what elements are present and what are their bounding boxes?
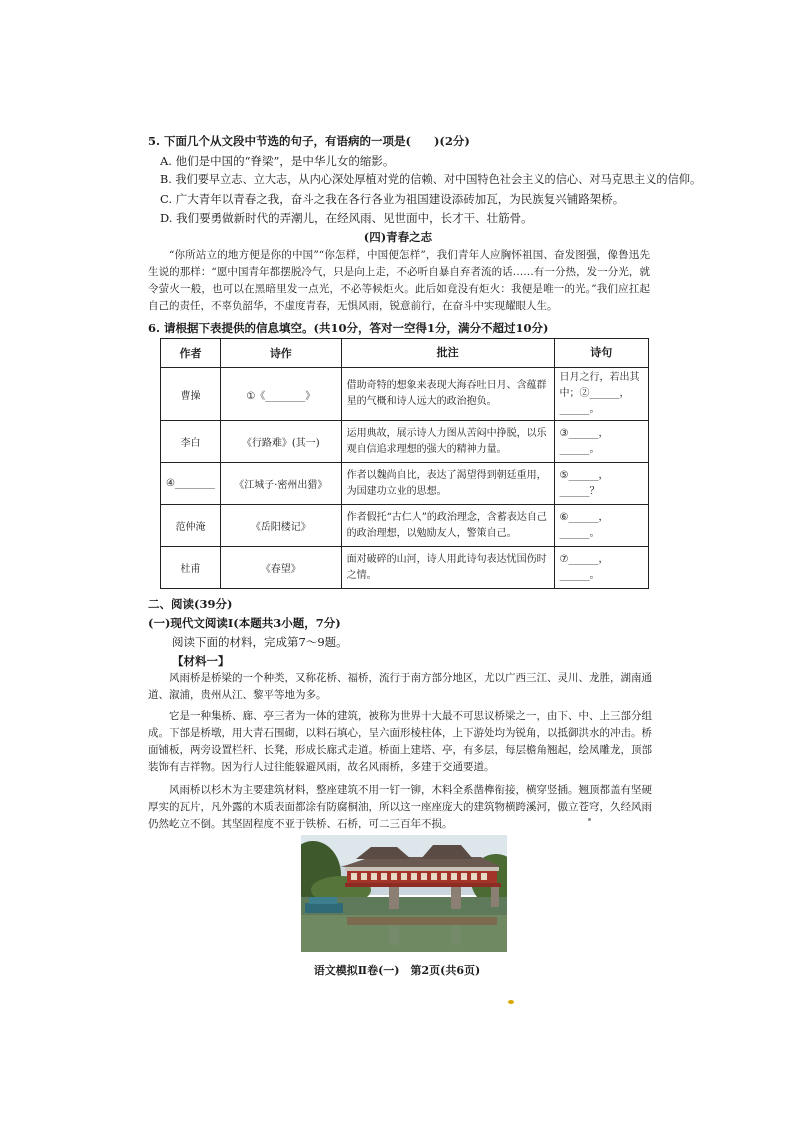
cell-author: ④________: [161, 463, 221, 505]
q5-option-d: D. 我们要勇做新时代的弄潮儿，在经风雨、见世面中，长才干、壮筋骨。: [160, 211, 533, 225]
table-row: [161, 505, 649, 547]
material-paragraph-3: 风雨桥以杉木为主要建筑材料，整座建筑不用一钉一铆，木料全系凿榫衔接，横穿竖插。翘顶都盖有坚硬厚实的瓦片，凡外露的木质表面都涂有防腐桐油，所以这一座座庞大的建筑物横跨溪河，傲立苍穹，久经风雨仍然屹立不倒。其坚固程度不亚于铁桥、石桥，可二三百年不损。: [148, 784, 652, 830]
wind-rain-bridge-photo: [301, 835, 507, 952]
section4-paragraph: “你所站立的地方便是你的中国”“你怎样，中国便怎样”，我们青年人应胸怀祖国、奋发图强，像鲁迅先生说的那样：“愿中国青年都摆脱冷气，只是向上走，不必听自暴自弃者流的话……有一分热，发一分光，就令萤火一般，也可以在黑暗里发一点光，不必等候炬火。此后如竟没有炬火：我便是唯一的光。”我们应扛起自己的责任，不辜负韶华，不虚度青春，无惧风雨，锐意前行，在奋斗中实现耀眼人生。: [148, 249, 650, 312]
reading-subsection-title: (一)现代文阅读Ⅰ(本题共3小题，7分): [148, 616, 341, 630]
scan-speck: [508, 1000, 514, 1004]
cell-author: 曹操: [161, 368, 221, 421]
cell-work: 《行路难》(其一): [220, 421, 341, 463]
cell-verse: 日月之行，若出其中；②______，______。: [554, 368, 648, 421]
q6-stem: 6. 请根据下表提供的信息填空。(共10分，答对一空得1分，满分不超过10分): [148, 321, 549, 335]
header-verse: 诗句: [554, 339, 648, 368]
cell-work: 《春望》: [220, 547, 341, 589]
table-row: [161, 368, 649, 421]
q5-stem: 5. 下面几个从文段中节选的句子，有语病的一项是( )(2分): [148, 134, 470, 148]
cell-note: 作者假托“古仁人”的政治理念，含蓄表达自己的政治理想，以勉励友人，警策自己。: [341, 505, 554, 547]
cell-author: 李白: [161, 421, 221, 463]
page-footer: 语文模拟Ⅱ卷(一) 第2页(共6页): [313, 964, 481, 977]
material-title: 【材料一】: [172, 654, 230, 668]
cell-note: 借助奇特的想象来表现大海吞吐日月、含蕴群星的气概和诗人远大的政治抱负。: [341, 368, 554, 421]
bridge-illustration: [301, 835, 507, 952]
table-row: [161, 463, 649, 505]
reading-instruction: 阅读下面的材料，完成第7～9题。: [172, 635, 348, 649]
cell-author: 范仲淹: [161, 505, 221, 547]
table-header-row: [161, 339, 649, 368]
cell-verse: ⑦______，______。: [554, 547, 648, 589]
cell-work: ①《________》: [220, 368, 341, 421]
material-paragraph-2: 它是一种集桥、廊、亭三者为一体的建筑，被称为世界十大最不可思议桥梁之一，由下、中、上三部分组成。下部是桥墩，用大青石围砌，以料石填心，呈六面形棱柱体，上下游处均为锐角，以抵御洪水的冲击。桥面铺板，两旁设置栏杆、长凳，形成长廊式走道。桥面上建塔、亭，有多层，每层檐角翘起，绘凤雕龙，顶部装饰有吉祥物。因为行人过往能躲避风雨，故名风雨桥，多建于交通要道。: [148, 710, 652, 773]
header-note: 批注: [341, 339, 554, 368]
scan-speck: [588, 818, 591, 821]
cell-work: 《江城子·密州出猎》: [220, 463, 341, 505]
cell-verse: ⑥______，______。: [554, 505, 648, 547]
cell-note: 面对破碎的山河，诗人用此诗句表达忧国伤时之情。: [341, 547, 554, 589]
cell-verse: ⑤______，______？: [554, 463, 648, 505]
cell-note: 作者以魏尚自比，表达了渴望得到朝廷重用，为国建功立业的思想。: [341, 463, 554, 505]
material-paragraph-1: 风雨桥是桥梁的一个种类，又称花桥、福桥，流行于南方部分地区，尤以广西三江、灵川、龙胜，湖南通道、溆浦，贵州从江、黎平等地为多。: [148, 672, 652, 701]
cell-verse: ③______，______。: [554, 421, 648, 463]
q5-option-c: C. 广大青年以青春之我，奋斗之我在各行各业为祖国建设添砖加瓦，为民族复兴铺路架桥。: [160, 192, 625, 206]
reading-section-title: 二、阅读(39分): [148, 597, 233, 611]
table-row: [161, 547, 649, 589]
header-work: 诗作: [220, 339, 341, 368]
cell-author: 杜甫: [161, 547, 221, 589]
header-author: 作者: [161, 339, 221, 368]
section4-title: (四)青春之志: [363, 230, 433, 244]
table-row: [161, 421, 649, 463]
poetry-table: [160, 338, 649, 589]
q5-option-b: B. 我们要早立志、立大志，从内心深处厚植对党的信赖、对中国特色社会主义的信心、对马克思主义的信仰。: [160, 173, 702, 186]
q5-option-a: A. 他们是中国的“脊梁”，是中华儿女的缩影。: [160, 154, 395, 168]
cell-note: 运用典故，展示诗人力图从苦闷中挣脱，以乐观自信追求理想的强大的精神力量。: [341, 421, 554, 463]
cell-work: 《岳阳楼记》: [220, 505, 341, 547]
